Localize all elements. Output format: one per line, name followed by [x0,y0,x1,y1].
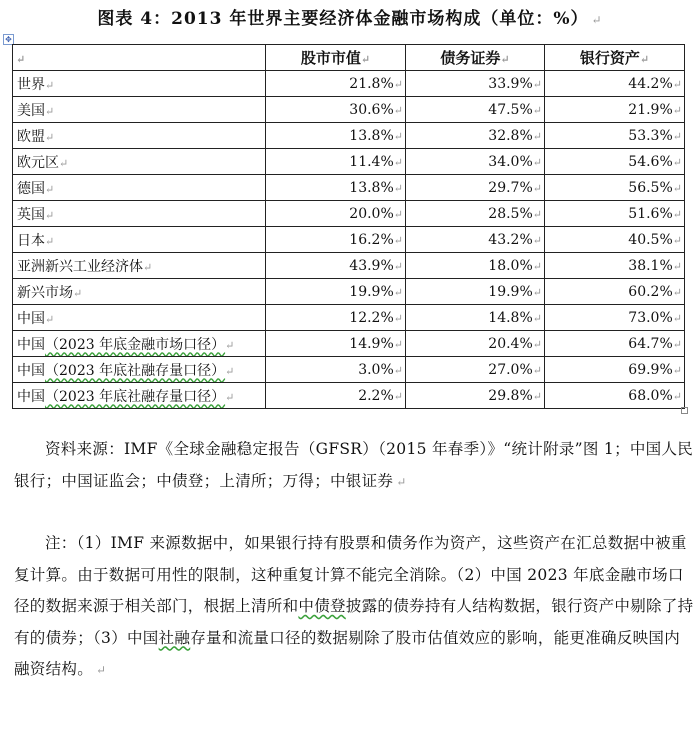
header-debt-securities: 债务证券↵ [406,45,545,71]
table-row [13,279,685,305]
table-row [13,123,685,149]
cell-debt-securities: 47.5%↵ [406,97,545,123]
cell-stock-market-cap: 30.6%↵ [266,97,406,123]
cell-bank-assets: 54.6%↵ [545,149,685,175]
cell-bank-assets: 68.0%↵ [545,383,685,409]
row-label: 欧盟↵ [13,123,266,149]
cell-stock-market-cap: 16.2%↵ [266,227,406,253]
row-label: 德国↵ [13,175,266,201]
table-row [13,149,685,175]
cell-bank-assets: 69.9%↵ [545,357,685,383]
cell-bank-assets: 73.0%↵ [545,305,685,331]
cell-bank-assets: 64.7%↵ [545,331,685,357]
cell-stock-market-cap: 20.0%↵ [266,201,406,227]
table-row [13,175,685,201]
table-row [13,97,685,123]
header-bank-assets: 银行资产↵ [545,45,685,71]
paragraph-mark-icon: ↵ [591,13,603,27]
cell-debt-securities: 29.8%↵ [406,383,545,409]
cell-debt-securities: 28.5%↵ [406,201,545,227]
cell-bank-assets: 38.1%↵ [545,253,685,279]
cell-bank-assets: 56.5%↵ [545,175,685,201]
cell-debt-securities: 34.0%↵ [406,149,545,175]
cell-stock-market-cap: 19.9%↵ [266,279,406,305]
source-paragraph: 资料来源：IMF《全球金融稳定报告（GFSR）（2015 年春季）》“统计附录”图 1；中国人民银行；中国证监会；中债登；上清所；万得；中银证券 ↵ [14,440,694,490]
spellcheck-underline: 中债登 [298,597,346,615]
table-resize-handle[interactable] [681,407,688,414]
table-row [13,227,685,253]
cell-debt-securities: 27.0%↵ [406,357,545,383]
cell-debt-securities: 14.8%↵ [406,305,545,331]
cell-stock-market-cap: 13.8%↵ [266,175,406,201]
row-label: 美国↵ [13,97,266,123]
row-label: 中国（2023 年底金融市场口径）↵ [13,331,266,357]
cell-debt-securities: 43.2%↵ [406,227,545,253]
table-row [13,253,685,279]
row-label: 新兴市场↵ [13,279,266,305]
cell-debt-securities: 32.8%↵ [406,123,545,149]
table-row [13,383,685,409]
financial-structure-table [12,44,685,409]
cell-stock-market-cap: 3.0%↵ [266,357,406,383]
cell-stock-market-cap: 11.4%↵ [266,149,406,175]
row-label: 中国（2023 年底社融存量口径）↵ [13,357,266,383]
header-stock-market-cap: 股市市值↵ [266,45,406,71]
cell-debt-securities: 19.9%↵ [406,279,545,305]
cell-stock-market-cap: 12.2%↵ [266,305,406,331]
table-row [13,71,685,97]
table-row [13,357,685,383]
cell-bank-assets: 53.3%↵ [545,123,685,149]
table-row [13,201,685,227]
cell-bank-assets: 44.2%↵ [545,71,685,97]
row-label: 中国↵ [13,305,266,331]
cell-stock-market-cap: 21.8%↵ [266,71,406,97]
header-cell-empty: ↵ [13,45,266,71]
table-row [13,331,685,357]
row-label: 亚洲新兴工业经济体↵ [13,253,266,279]
spellcheck-underline: 社融 [158,628,191,647]
cell-bank-assets: 60.2%↵ [545,279,685,305]
cell-stock-market-cap: 2.2%↵ [266,383,406,409]
note-paragraph: 注：（1）IMF 来源数据中，如果银行持有股票和债务作为资产，这些资产在汇总数据中被重复计算。由于数据可用性的限制，这种重复计算不能完全消除。（2）中国 2023 年底金融市场口径的数据来源于相关部门，根据上清所和中债登披露的债券持有人结构数据，银行资产中剔除了持有的债券；（3）中国社融存量和流量口径的数据剔除了股市估值效应的影响，能更准确反映国内融资结构。 ↵ [14,534,694,678]
cell-stock-market-cap: 43.9%↵ [266,253,406,279]
table-header-row [13,45,685,71]
row-label: 日本↵ [13,227,266,253]
cell-debt-securities: 18.0%↵ [406,253,545,279]
table-move-handle-icon[interactable]: ✥ [3,34,14,45]
table-row [13,305,685,331]
cell-stock-market-cap: 14.9%↵ [266,331,406,357]
cell-stock-market-cap: 13.8%↵ [266,123,406,149]
figure-title: 图表 4：2013 年世界主要经济体金融市场构成（单位：%） ↵ [97,9,603,29]
row-label: 欧元区↵ [13,149,266,175]
cell-bank-assets: 21.9%↵ [545,97,685,123]
cell-bank-assets: 51.6%↵ [545,201,685,227]
row-label: 世界↵ [13,71,266,97]
row-label: 中国（2023 年底社融存量口径）↵ [13,383,266,409]
cell-debt-securities: 29.7%↵ [406,175,545,201]
cell-bank-assets: 40.5%↵ [545,227,685,253]
cell-debt-securities: 33.9%↵ [406,71,545,97]
cell-debt-securities: 20.4%↵ [406,331,545,357]
row-label: 英国↵ [13,201,266,227]
